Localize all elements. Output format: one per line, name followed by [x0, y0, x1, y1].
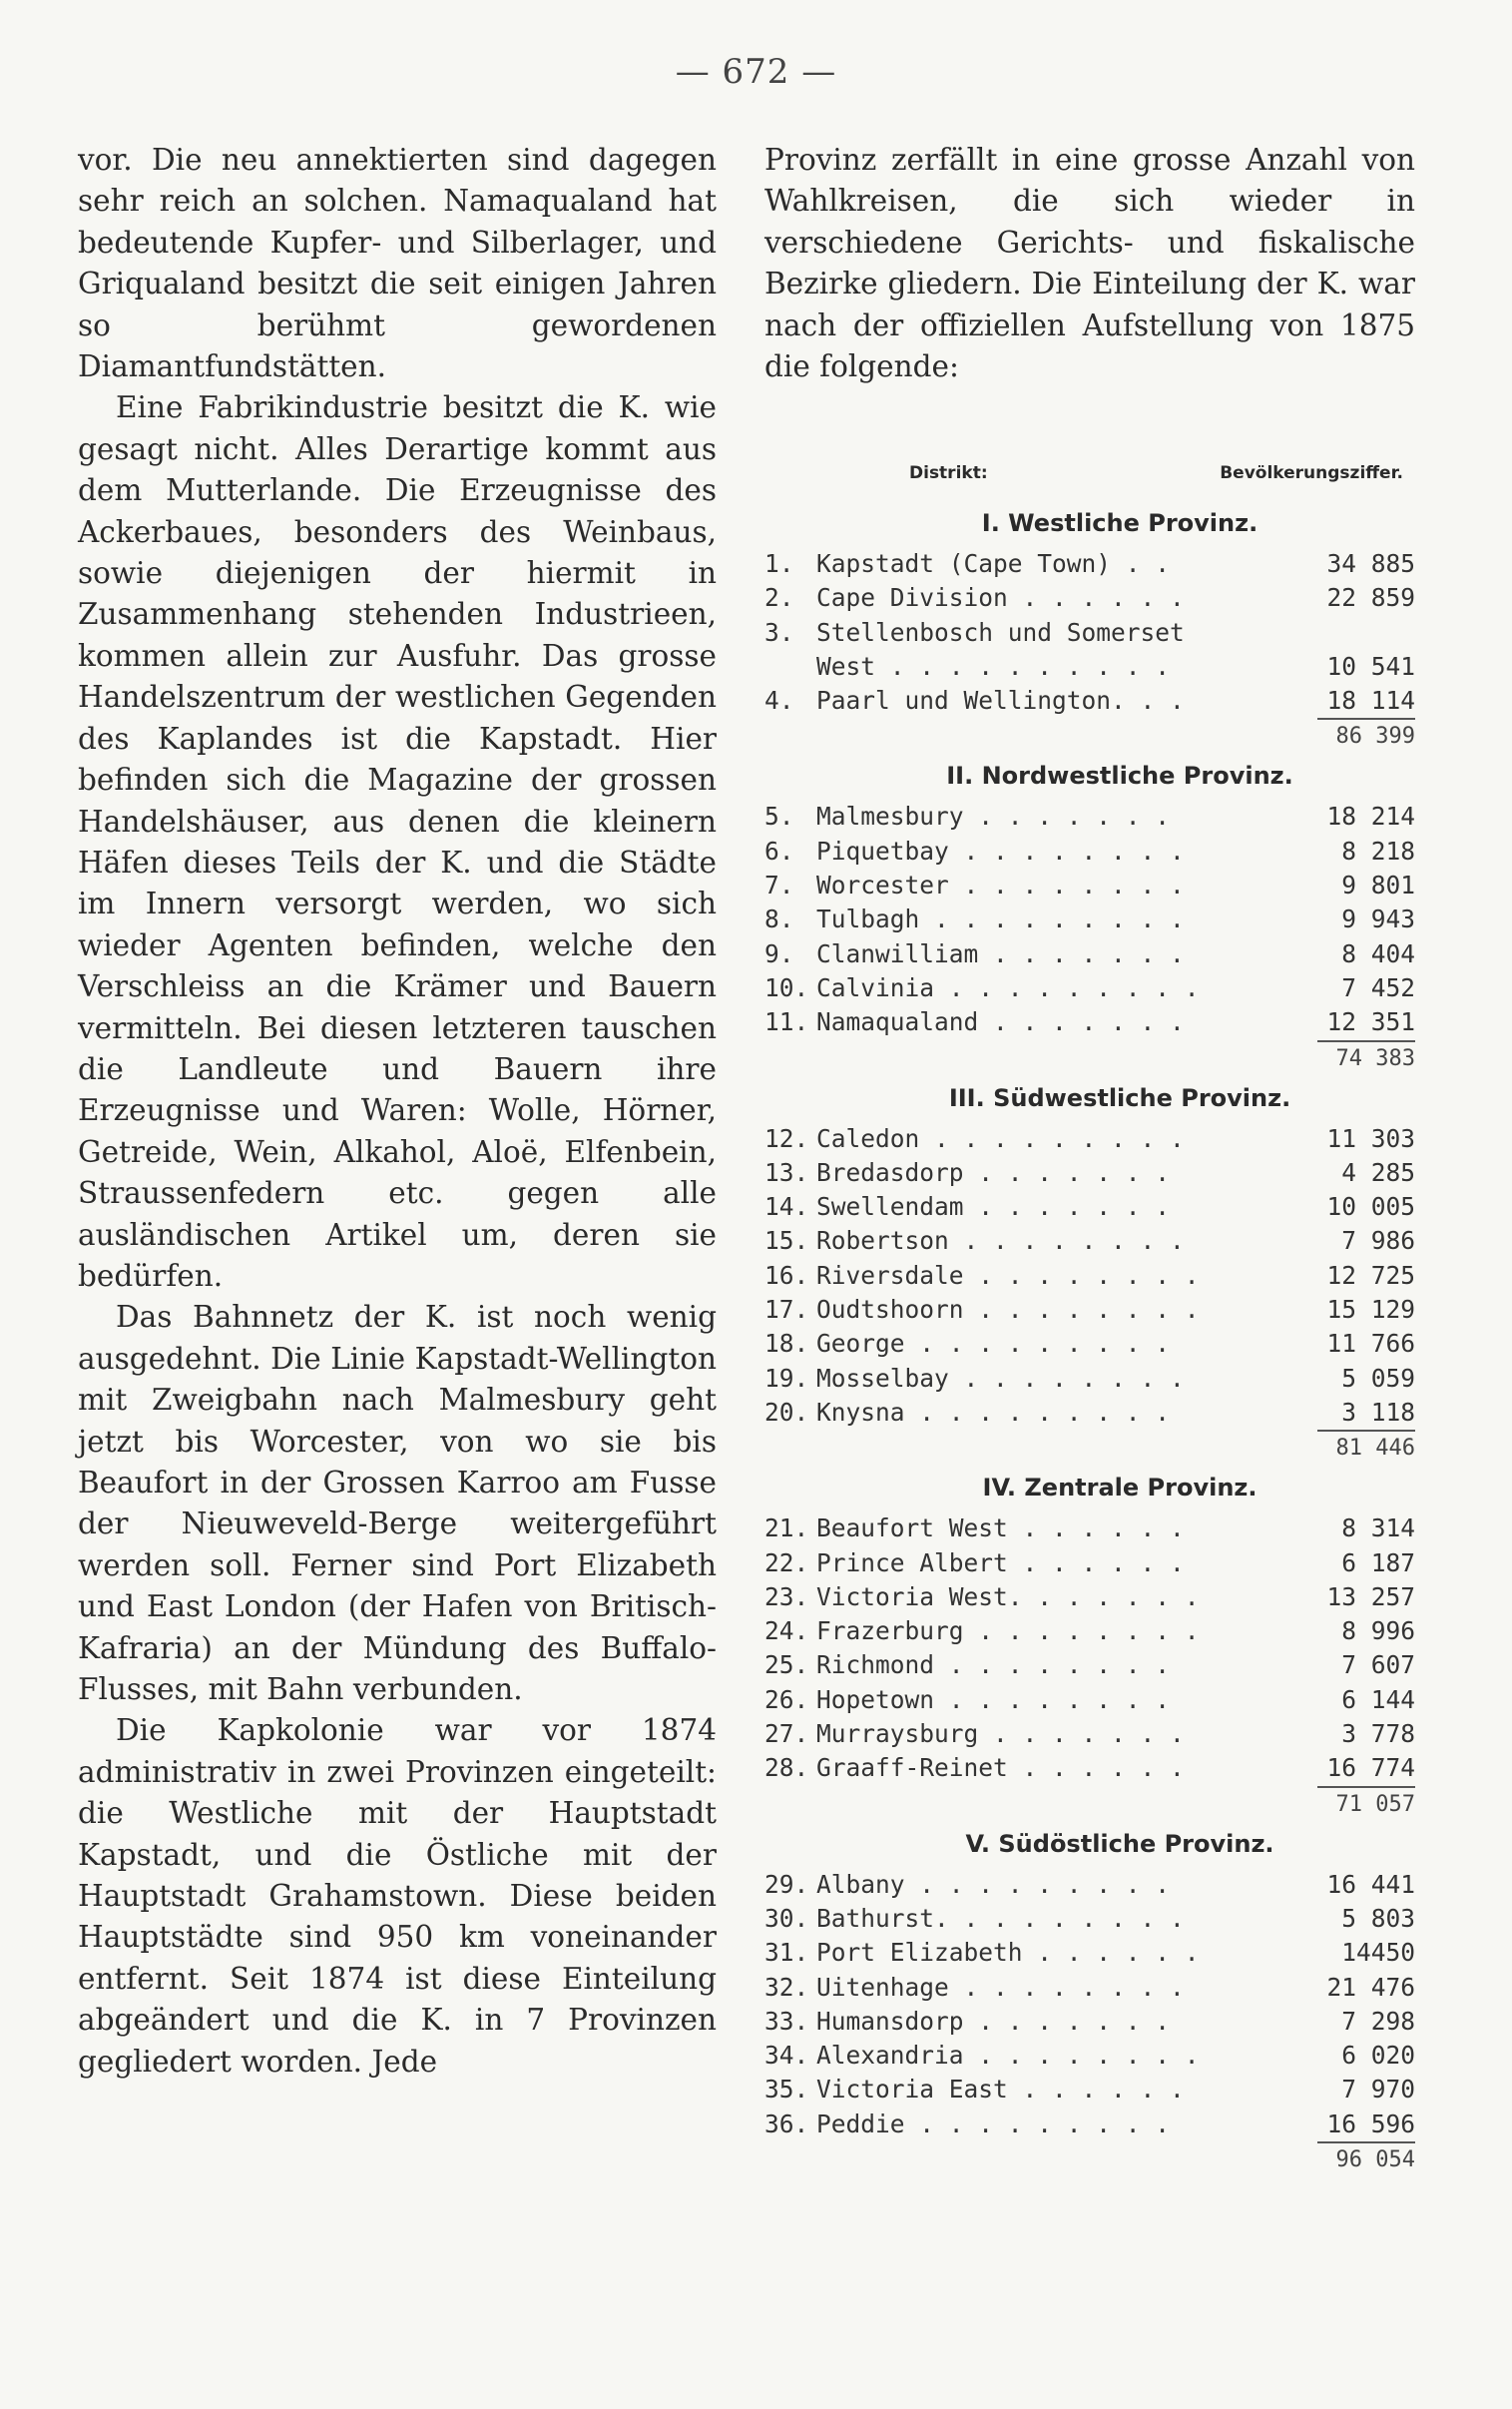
- table-row: [764, 1190, 1415, 1224]
- district-num: 26.: [764, 1684, 809, 1714]
- district-population: 6 187: [1341, 1547, 1415, 1577]
- district-name: Calvinia . . . . . . . . .: [816, 972, 1200, 1002]
- table-row: [764, 1156, 1415, 1190]
- district-num: 13.: [764, 1157, 809, 1187]
- province-total: [764, 2141, 1415, 2175]
- province-title: V. Südöstliche Provinz.: [965, 1829, 1274, 1858]
- district-num: 23.: [764, 1581, 809, 1611]
- district-name: Mosselbay . . . . . . . .: [816, 1363, 1185, 1393]
- district-name: West . . . . . . . . . .: [816, 651, 1171, 681]
- district-name: Kapstadt (Cape Town) . .: [816, 549, 1171, 578]
- district-num: 6.: [764, 836, 794, 866]
- district-num: 5.: [764, 802, 794, 832]
- district-name: Stellenbosch und Somerset: [816, 617, 1185, 647]
- population-column-header: Bevölkerungsziffer.: [1220, 463, 1403, 483]
- district-population: 10 005: [1326, 1192, 1415, 1222]
- district-name: Uitenhage . . . . . . . .: [816, 1972, 1185, 2002]
- district-num: 30.: [764, 1903, 809, 1933]
- district-population: 15 129: [1326, 1295, 1415, 1325]
- table-row: [764, 1362, 1415, 1396]
- district-name: Frazerburg . . . . . . . .: [816, 1616, 1200, 1646]
- province-total-value: 81 446: [1317, 1430, 1415, 1464]
- district-num: 17.: [764, 1295, 809, 1325]
- district-population: 5 803: [1341, 1903, 1415, 1933]
- table-row: [764, 547, 1415, 581]
- district-num: 1.: [764, 549, 794, 578]
- district-name: Hopetown . . . . . . . .: [816, 1684, 1171, 1714]
- district-population: 21 476: [1326, 1972, 1415, 2002]
- left-column: [78, 140, 717, 2083]
- district-name: Richmond . . . . . . . .: [816, 1650, 1171, 1680]
- table-row: [764, 1396, 1415, 1430]
- district-num: 16.: [764, 1260, 809, 1290]
- district-num: 11.: [764, 1007, 809, 1037]
- district-population: 7 607: [1341, 1650, 1415, 1680]
- table-row: [764, 684, 1415, 718]
- district-num: 2.: [764, 583, 794, 613]
- district-population: 7 970: [1341, 2075, 1415, 2105]
- province-table: [764, 499, 1415, 2175]
- district-name: Peddie . . . . . . . . .: [816, 2108, 1171, 2138]
- district-population: 8 404: [1341, 938, 1415, 968]
- district-num: 21.: [764, 1513, 809, 1543]
- district-num: 10.: [764, 972, 809, 1002]
- district-num: 32.: [764, 1972, 809, 2002]
- district-name: Victoria West. . . . . . .: [816, 1581, 1200, 1611]
- table-row: [764, 1546, 1415, 1580]
- province-total-value: 86 399: [1317, 718, 1415, 752]
- district-num: 35.: [764, 2075, 809, 2105]
- district-name: Humansdorp . . . . . . .: [816, 2006, 1171, 2036]
- district-population: 3 118: [1341, 1397, 1415, 1427]
- district-name: Alexandria . . . . . . . .: [816, 2041, 1200, 2071]
- district-population: 16 441: [1326, 1869, 1415, 1899]
- table-row: [764, 1614, 1415, 1648]
- district-name: Clanwilliam . . . . . . .: [816, 938, 1185, 968]
- table-row: [764, 1005, 1415, 1039]
- district-population: 8 996: [1341, 1616, 1415, 1646]
- province-total-value: 96 054: [1317, 2141, 1415, 2175]
- district-name: Cape Division . . . . . .: [816, 583, 1185, 613]
- district-num: 14.: [764, 1192, 809, 1222]
- province-title: IV. Zentrale Provinz.: [982, 1474, 1258, 1503]
- province-total: [764, 1430, 1415, 1464]
- district-name: Swellendam . . . . . . .: [816, 1192, 1171, 1222]
- district-name: Knysna . . . . . . . . .: [816, 1397, 1171, 1427]
- district-population: 18 214: [1326, 802, 1415, 832]
- district-name: Oudtshoorn . . . . . . . .: [816, 1295, 1200, 1325]
- district-name: Robertson . . . . . . . .: [816, 1226, 1185, 1256]
- district-num: 28.: [764, 1753, 809, 1783]
- province-total-value: 71 057: [1317, 1786, 1415, 1820]
- table-row: [764, 1648, 1415, 1682]
- district-population: 9 801: [1341, 871, 1415, 901]
- table-row: [764, 1327, 1415, 1361]
- district-num: 20.: [764, 1397, 809, 1427]
- district-population: 16 774: [1326, 1753, 1415, 1783]
- district-num: 18.: [764, 1329, 809, 1359]
- table-row: [764, 1511, 1415, 1545]
- district-name: Paarl und Wellington. . .: [816, 686, 1185, 716]
- district-population: 22 859: [1326, 583, 1415, 613]
- district-name: Prince Albert . . . . . .: [816, 1547, 1185, 1577]
- province-total: [764, 1040, 1415, 1074]
- right-intro-text: Provinz zerfällt in eine grosse Anzahl von Wahlkreisen, die sich wieder in verschiedene Gerichts- und fiskalische Bezirke gliedern. Die Einteilung der K. war nach der offiziellen Aufstellung von 1875 die folgende:: [764, 143, 1415, 384]
- table-row: [764, 971, 1415, 1005]
- district-num: 34.: [764, 2041, 809, 2071]
- district-population: 4 285: [1341, 1157, 1415, 1187]
- district-name: Port Elizabeth . . . . . .: [816, 1938, 1200, 1968]
- district-population: 11 303: [1326, 1123, 1415, 1153]
- district-num: 29.: [764, 1869, 809, 1899]
- district-name: Murraysburg . . . . . . .: [816, 1719, 1185, 1749]
- district-name: Graaff-Reinet . . . . . .: [816, 1753, 1185, 1783]
- table-row: [764, 835, 1415, 869]
- table-row: [764, 616, 1415, 650]
- table-row: [764, 2005, 1415, 2039]
- district-name: Tulbagh . . . . . . . . .: [816, 904, 1185, 934]
- district-population: 12 725: [1326, 1260, 1415, 1290]
- table-row: [764, 2108, 1415, 2141]
- paragraph: Das Bahnnetz der K. ist noch wenig ausgedehnt. Die Linie Kapstadt-Wellington mit Zweigbahn nach Malmesbury geht jetzt bis Worcester, von wo sie bis Beaufort in der Grossen Karroo am Fusse der Nieuweveld-Berge weitergeführt werden soll. Ferner sind Port Elizabeth und East London (der Hafen von Britisch-Kafraria) an der Mündung des Buffalo-Flusses, mit Bahn verbunden.: [78, 1300, 717, 1707]
- table-header: [764, 463, 1415, 483]
- district-name: George . . . . . . . . .: [816, 1329, 1171, 1359]
- district-name: Malmesbury . . . . . . .: [816, 802, 1171, 832]
- district-population: 7 298: [1341, 2006, 1415, 2036]
- district-population: 14450: [1341, 1938, 1415, 1968]
- district-population: 6 020: [1341, 2041, 1415, 2071]
- province-title: I. Westliche Provinz.: [981, 509, 1259, 537]
- district-population: 3 778: [1341, 1719, 1415, 1749]
- district-name: Victoria East . . . . . .: [816, 2075, 1185, 2105]
- district-population: 34 885: [1326, 549, 1415, 578]
- district-num: 7.: [764, 871, 794, 901]
- table-row: [764, 1717, 1415, 1751]
- district-name: Caledon . . . . . . . . .: [816, 1123, 1185, 1153]
- district-num: 19.: [764, 1363, 809, 1393]
- district-name: Namaqualand . . . . . . .: [816, 1007, 1185, 1037]
- district-num: 25.: [764, 1650, 809, 1680]
- district-num: 8.: [764, 904, 794, 934]
- province-title: III. Südwestliche Provinz.: [948, 1083, 1291, 1112]
- district-population: 10 541: [1326, 651, 1415, 681]
- district-population: 13 257: [1326, 1581, 1415, 1611]
- district-name: Bathurst. . . . . . . . .: [816, 1903, 1185, 1933]
- paragraph: vor. Die neu annektierten sind dagegen sehr reich an solchen. Namaqualand hat bedeutende Kupfer- und Silberlager, und Griqualand besitzt die seit einigen Jahren so berühmt gewordenen Diamantfundstätten.: [78, 143, 717, 384]
- district-num: 12.: [764, 1123, 809, 1153]
- district-num: 31.: [764, 1938, 809, 1968]
- table-row: [764, 1971, 1415, 2005]
- table-row: [764, 800, 1415, 834]
- district-name: Bredasdorp . . . . . . .: [816, 1157, 1171, 1187]
- table-row: [764, 581, 1415, 615]
- district-num: 22.: [764, 1547, 809, 1577]
- district-column-header: Distrikt:: [909, 463, 988, 483]
- district-name: Piquetbay . . . . . . . .: [816, 836, 1185, 866]
- district-population: 18 114: [1326, 686, 1415, 716]
- table-row: [764, 2039, 1415, 2073]
- district-name: Albany . . . . . . . . .: [816, 1869, 1171, 1899]
- province-title: II. Nordwestliche Provinz.: [946, 762, 1293, 791]
- district-num: 3.: [764, 617, 794, 647]
- table-row: [764, 1293, 1415, 1327]
- table-row: [764, 1868, 1415, 1902]
- district-population: 7 452: [1341, 972, 1415, 1002]
- district-population: 8 218: [1341, 836, 1415, 866]
- district-population: 5 059: [1341, 1363, 1415, 1393]
- table-row: [764, 650, 1415, 684]
- table-row: [764, 1936, 1415, 1970]
- table-row: [764, 1122, 1415, 1156]
- district-population: 9 943: [1341, 904, 1415, 934]
- province-total: [764, 718, 1415, 752]
- table-row: [764, 1902, 1415, 1936]
- table-row: [764, 1751, 1415, 1785]
- district-num: 27.: [764, 1719, 809, 1749]
- district-num: 15.: [764, 1226, 809, 1256]
- district-num: 24.: [764, 1616, 809, 1646]
- district-name: Beaufort West . . . . . .: [816, 1513, 1185, 1543]
- table-row: [764, 903, 1415, 936]
- page-number: — 672 —: [675, 52, 837, 92]
- table-row: [764, 2073, 1415, 2107]
- district-population: 7 986: [1341, 1226, 1415, 1256]
- district-num: 36.: [764, 2108, 809, 2138]
- table-row: [764, 1683, 1415, 1717]
- district-population: 6 144: [1341, 1684, 1415, 1714]
- district-num: 4.: [764, 686, 794, 716]
- district-name: Riversdale . . . . . . . .: [816, 1260, 1200, 1290]
- table-row: [764, 1259, 1415, 1293]
- table-row: [764, 869, 1415, 903]
- paragraph: Die Kapkolonie war vor 1874 administrativ in zwei Provinzen eingeteilt: die Westliche mit der Hauptstadt Kapstadt, und die Östliche mit der Hauptstadt Grahamstown. Diese beiden Hauptstädte sind 950 km voneinander entfernt. Seit 1874 ist diese Einteilung abgeändert und die K. in 7 Provinzen gegliedert worden. Jede: [78, 1713, 717, 2079]
- district-num: 9.: [764, 938, 794, 968]
- paragraph: Eine Fabrikindustrie besitzt die K. wie gesagt nicht. Alles Derartige kommt aus dem Mutterlande. Die Erzeugnisse des Ackerbaues, besonders des Weinbaus, sowie diejenigen der hiermit in Zusammenhang stehenden Industrieen, kommen allein zur Ausfuhr. Das grosse Handelszentrum der westlichen Gegenden des Kaplandes ist die Kapstadt. Hier befinden sich die Magazine der grossen Handelshäuser, aus denen die kleinern Häfen dieses Teils der K. und die Städte im Innern versorgt werden, wo sich wieder Agenten befinden, welche den Verschleiss an die Krämer und Bauern vermitteln. Bei diesen letzteren tauschen die Landleute und Bauern ihre Erzeugnisse und Waren: Wolle, Hörner, Getreide, Wein, Alkahol, Aloë, Elfenbein, Straussenfedern etc. gegen alle ausländischen Artikel um, deren sie bedürfen.: [78, 390, 717, 1293]
- table-row: [764, 1224, 1415, 1258]
- province-total-value: 74 383: [1317, 1040, 1415, 1074]
- district-name: Worcester . . . . . . . .: [816, 871, 1185, 901]
- district-num: 33.: [764, 2006, 809, 2036]
- district-population: 12 351: [1326, 1007, 1415, 1037]
- district-population: 8 314: [1341, 1513, 1415, 1543]
- district-population: 11 766: [1326, 1329, 1415, 1359]
- table-row: [764, 937, 1415, 971]
- district-population: 16 596: [1326, 2108, 1415, 2138]
- province-total: [764, 1786, 1415, 1820]
- table-row: [764, 1580, 1415, 1614]
